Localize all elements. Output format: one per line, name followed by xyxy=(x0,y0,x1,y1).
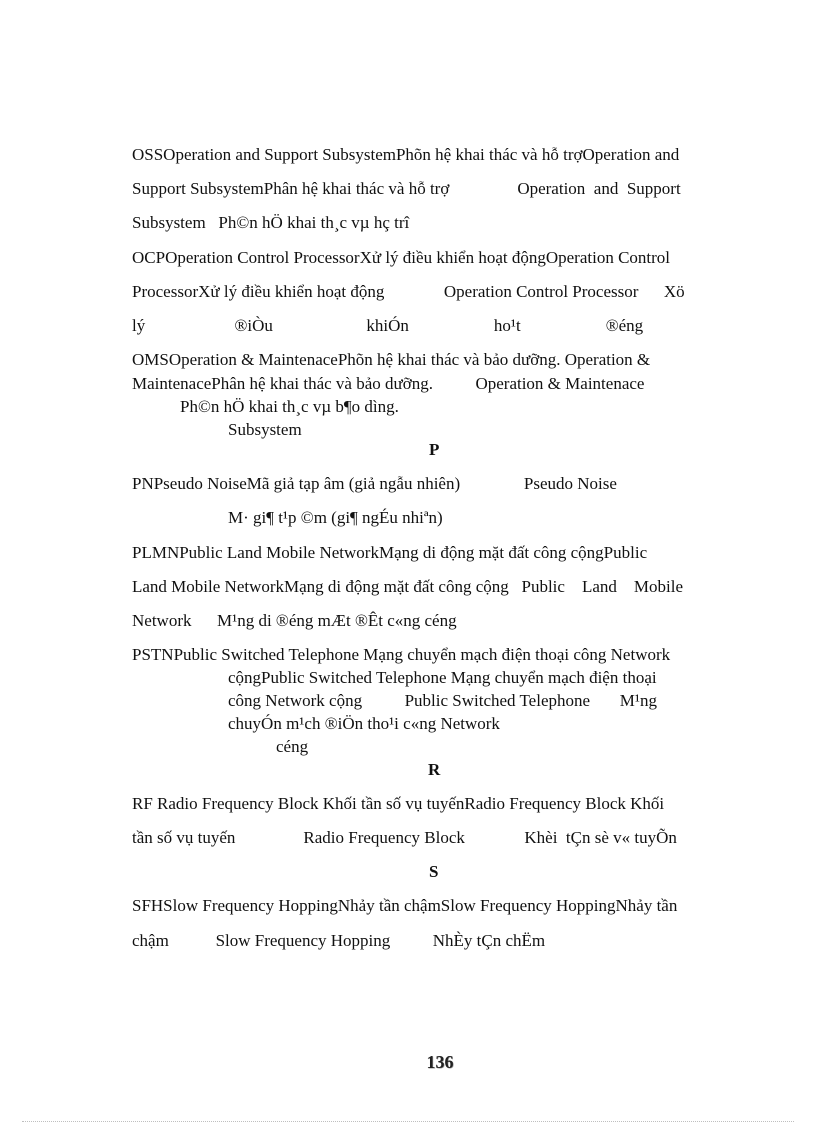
section-heading-p: P xyxy=(429,440,440,459)
entry-line: MaintenacePhân hệ khai thác và bảo dưỡng. Operation & Maintenace xyxy=(132,374,645,393)
entry-line: céng xyxy=(276,737,309,756)
entry-line: ProcessorXử lý điều khiển hoạt động Operation Control Processor Xö xyxy=(132,282,685,301)
entry-line: OMSOperation & MaintenacePhõn hệ khai thác và bảo dưỡng. Operation & xyxy=(132,350,651,369)
entry-line: Land Mobile NetworkMạng di động mặt đất công cộng Public Land Mobile xyxy=(132,577,683,596)
entry-line: lý ®iÒu khiÓn ho¹t ®éng xyxy=(132,316,644,335)
entry-line: PNPseudo NoiseMã giả tạp âm (giả ngẫu nhiên) Pseudo Noise xyxy=(132,474,617,493)
entry-line: PLMNPublic Land Mobile NetworkMạng di động mặt đất công cộngPublic xyxy=(132,543,648,562)
entry-line: cộngPublic Switched Telephone Mạng chuyển mạch điện thoại xyxy=(228,668,657,687)
entry-line: Network M¹ng di ®éng mÆt ®Êt c«ng céng xyxy=(132,611,457,630)
entry-line: chuyÓn m¹ch ®iÖn tho¹i c«ng Network xyxy=(228,714,500,733)
entry-line: tần số vụ tuyến Radio Frequency Block Khèi tÇn sè v« tuyÕn xyxy=(132,828,677,847)
footer-divider xyxy=(22,1121,794,1122)
entry-line: chậm Slow Frequency Hopping NhÈy tÇn chËm xyxy=(132,931,546,950)
entry-line: OCPOperation Control ProcessorXử lý điều khiển hoạt độngOperation Control xyxy=(132,248,671,267)
entry-line: SFHSlow Frequency HoppingNhảy tần chậmSlow Frequency HoppingNhảy tần xyxy=(132,896,678,915)
entry-line: Subsystem xyxy=(228,420,302,439)
entry-line: OSSOperation and Support SubsystemPhõn hệ khai thác và hỗ trợOperation and xyxy=(132,145,680,164)
entry-line: Support SubsystemPhân hệ khai thác và hỗ trợ Operation and Support xyxy=(132,179,681,198)
section-heading-s: S xyxy=(429,862,439,881)
entry-line: Ph©n hÖ khai th¸c vµ b¶o dìng. xyxy=(180,397,399,416)
entry-line: công Network cộng Public Switched Telephone M¹ng xyxy=(228,691,658,710)
entry-line: Subsystem Ph©n hÖ khai th¸c vµ hç trî xyxy=(132,213,410,232)
entry-line: PSTNPublic Switched Telephone Mạng chuyển mạch điện thoại công Network xyxy=(132,645,671,664)
page-number: 136 xyxy=(426,1052,454,1072)
entry-line: RF Radio Frequency Block Khối tần số vụ tuyếnRadio Frequency Block Khối xyxy=(132,794,665,813)
section-heading-r: R xyxy=(428,760,441,779)
entry-line: M· gi¶ t¹p ©m (gi¶ ngÉu nhiªn) xyxy=(228,508,443,527)
